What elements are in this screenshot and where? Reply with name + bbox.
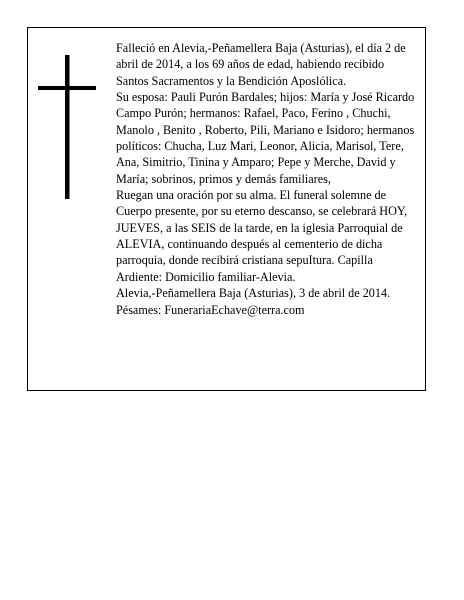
place-date: Alevia,-Peñamellera Baja (Asturias), 3 de abril de 2014. <box>116 286 391 301</box>
family-list: Su esposa: Pauli Purón Bardales; hijos: María y José Ricardo Campo Purón; hermanos: Rafael, Paco, Ferino , Chuchi, Manolo , Benito , Roberto, Pili, Mariano e Isidoro; hermanos políticos: Chucha, Luz Mari, Leonor, Alicia, Marisol, Tere, Ana, Simitrio, Tinina y Amparo; Pepe y Merche, David y María; sobrinos, primos y demás familiares, <box>116 90 415 186</box>
cross-icon <box>38 55 96 199</box>
condolences-contact: Pésames: FunerariaEchave@terra.com <box>116 302 305 317</box>
funeral-details: Ruegan una oración por su alma. El funeral solemne de Cuerpo presente, por su eterno descanso, se celebrará HOY, JUEVES, a las SEIS de la tarde, en la iglesia Parroquial de ALEVIA, continuando después al cementerio de dicha parroquia, donde recibirá cristiana sepuItura. Capilla Ardiente: Domicilio familiar-Alevia. <box>116 188 408 284</box>
obituary-text <box>116 40 416 318</box>
death-announcement: Falleció en Alevia,-Peñamellera Baja (Asturias), el día 2 de abril de 2014, a los 69 años de edad, habiendo recibido Santos Sacramentos y la Bendición Aposlólica. <box>116 41 406 88</box>
obituary-notice <box>27 27 426 391</box>
